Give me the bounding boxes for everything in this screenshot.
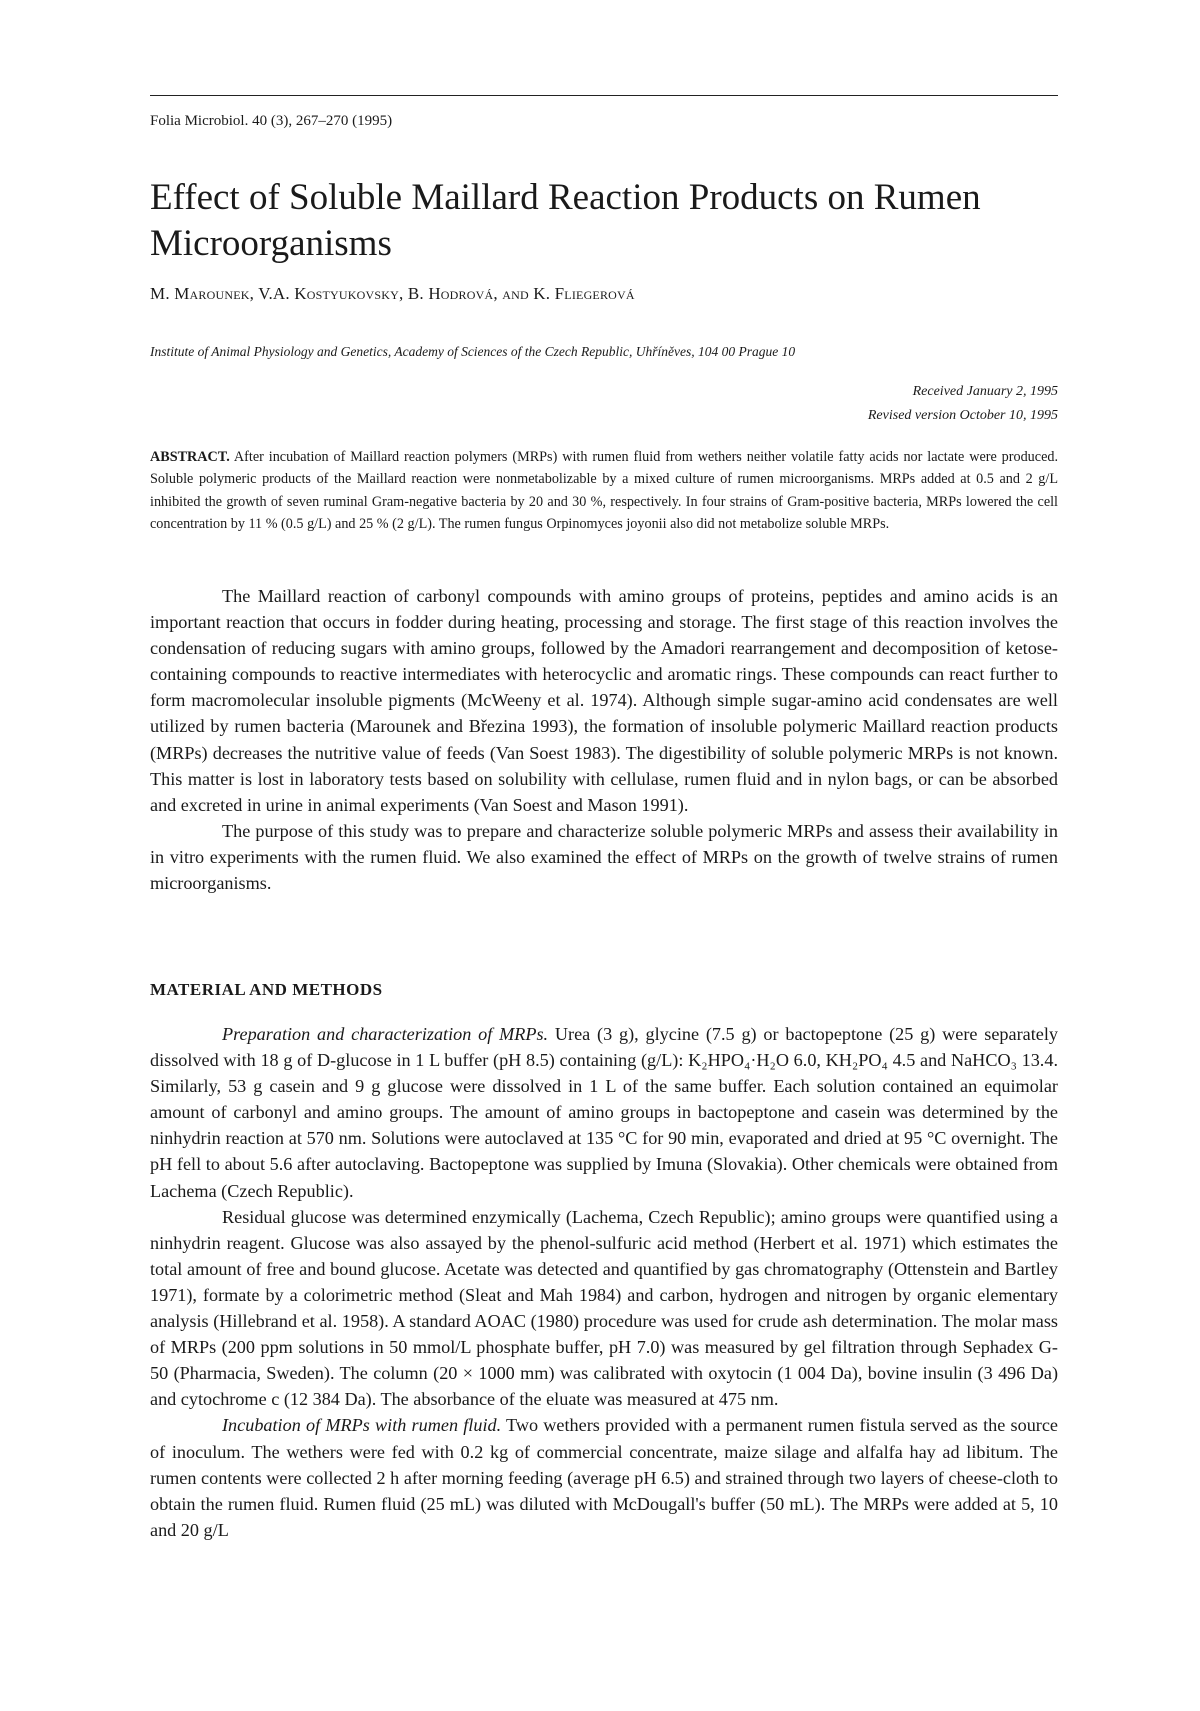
methods-text: Two wethers provided with a permanent rumen fistula served as the source of inoculum. The wethers were fed with 0.2 kg of commercial concentrate, maize silage and alfalfa hay ad libitum. The rumen contents were collected 2 h after morning feeding (average pH 6.5) and strained through two layers of cheese-cloth to obtain the rumen fluid. Rumen fluid (25 mL) was diluted with McDougall's buffer (50 mL). The MRPs were added at 5, 10 and 20 g/L	[150, 1415, 1058, 1540]
intro-paragraph: The purpose of this study was to prepare and characterize soluble polymeric MRPs and assess their availability in in vitro experiments with the rumen fluid. We also examined the effect of MRPs on the growth of twelve strains of rumen microorganisms.	[150, 820, 1058, 894]
received-dates	[868, 380, 1058, 428]
section-heading-methods: MATERIAL AND METHODS	[150, 980, 383, 999]
received-date: Received January 2, 1995	[912, 384, 1058, 399]
header-rule	[150, 95, 1058, 96]
paper-title: Effect of Soluble Maillard Reaction Products on Rumen Microorganisms	[150, 177, 981, 264]
methods-paragraph: Residual glucose was determined enzymically (Lachema, Czech Republic); amino groups were quantified using a ninhydrin reagent. Glucose was also assayed by the phenol-sulfuric acid method (Herbert et al. 1971) which estimates the total amount of free and bound glucose. Acetate was detected and quantified by gas chromatography (Ottenstein and Bartley 1971), formate by a colorimetric method (Sleat and Mah 1984) and carbon, hydrogen and nitrogen by organic elementary analysis (Hillebrand et al. 1958). A standard AOAC (1980) procedure was used for crude ash determination. The molar mass of MRPs (200 ppm solutions in 50 mmol/L phosphate buffer, pH 7.0) was measured by gel filtration through Sephadex G-50 (Pharmacia, Sweden). The column (20 × 1000 mm) was calibrated with oxytocin (1 004 Da), bovine insulin (3 496 Da) and cytochrome c (12 384 Da). The absorbance of the eluate was measured at 475 nm.	[150, 1206, 1058, 1410]
affiliation: Institute of Animal Physiology and Genetics, Academy of Sciences of the Czech Republic, Uhříněves, 104 00 Prague 10	[150, 344, 796, 359]
abstract-label: ABSTRACT.	[150, 449, 230, 465]
methods-paragraph	[150, 1412, 1058, 1542]
methods-section	[150, 1021, 1058, 1543]
revised-date: Revised version October 10, 1995	[867, 408, 1058, 423]
introduction	[150, 583, 1058, 896]
abstract-text: After incubation of Maillard reaction polymers (MRPs) with rumen fluid from wethers neither volatile fatty acids nor lactate were produced. Soluble polymeric products of the Maillard reaction were nonmetabolizable by a mixed culture of rumen microorganisms. MRPs added at 0.5 and 2 g/L inhibited the growth of seven ruminal Gram-negative bacteria by 20 and 30 %, respectively. In four strains of Gram-positive bacteria, MRPs lowered the cell concentration by 11 % (0.5 g/L) and 25 % (2 g/L). The rumen fungus Orpinomyces joyonii also did not metabolize soluble MRPs.	[150, 449, 1059, 532]
methods-paragraph	[150, 1021, 1058, 1204]
intro-paragraph: The Maillard reaction of carbonyl compounds with amino groups of proteins, peptides and amino acids is an important reaction that occurs in fodder during heating, processing and storage. The first stage of this reaction involves the condensation of reducing sugars with amino groups, followed by the Amadori rearrangement and decomposition of ketose-containing compounds to reactive intermediates with heterocyclic and aromatic rings. These compounds can react further to form macromolecular insoluble pigments (McWeeny et al. 1974). Although simple sugar-amino acid condensates are well utilized by rumen bacteria (Marounek and Březina 1993), the formation of insoluble polymeric Maillard reaction products (MRPs) decreases the nutritive value of feeds (Van Soest 1983). The digestibility of soluble polymeric MRPs is not known. This matter is lost in laboratory tests based on solubility with cellulase, rumen fluid and in nylon bags, or can be absorbed and excreted in urine in animal experiments (Van Soest and Mason 1991).	[150, 586, 1058, 815]
author-list: M. Marounek, V.A. Kostyukovsky, B. Hodrová, and K. Fliegerová	[150, 284, 635, 303]
subsection-title: Preparation and characterization of MRPs.	[222, 1024, 549, 1044]
subsection-title: Incubation of MRPs with rumen fluid.	[222, 1415, 502, 1436]
methods-text: Urea (3 g), glycine (7.5 g) or bactopeptone (25 g) were separately dissolved with 18 g of D-glucose in 1 L buffer (pH 8.5) containing (g/L): K₂HPO₄·H₂O 6.0, KH₂PO₄ 4.5 and NaHCO₃ 13.4. Similarly, 53 g casein and 9 g glucose were dissolved in 1 L of the same buffer. Each solution contained an equimolar amount of carbonyl and amino groups. The amount of amino groups in bactopeptone and casein was determined by the ninhydrin reaction at 570 nm. Solutions were autoclaved at 135 °C for 90 min, evaporated and dried at 95 °C overnight. The pH fell to about 5.6 after autoclaving. Bactopeptone was supplied by Imuna (Slovakia). Other chemicals were obtained from Lachema (Czech Republic).	[150, 1024, 1058, 1201]
abstract	[150, 446, 1058, 535]
journal-citation: Folia Microbiol. 40 (3), 267–270 (1995)	[150, 113, 393, 129]
